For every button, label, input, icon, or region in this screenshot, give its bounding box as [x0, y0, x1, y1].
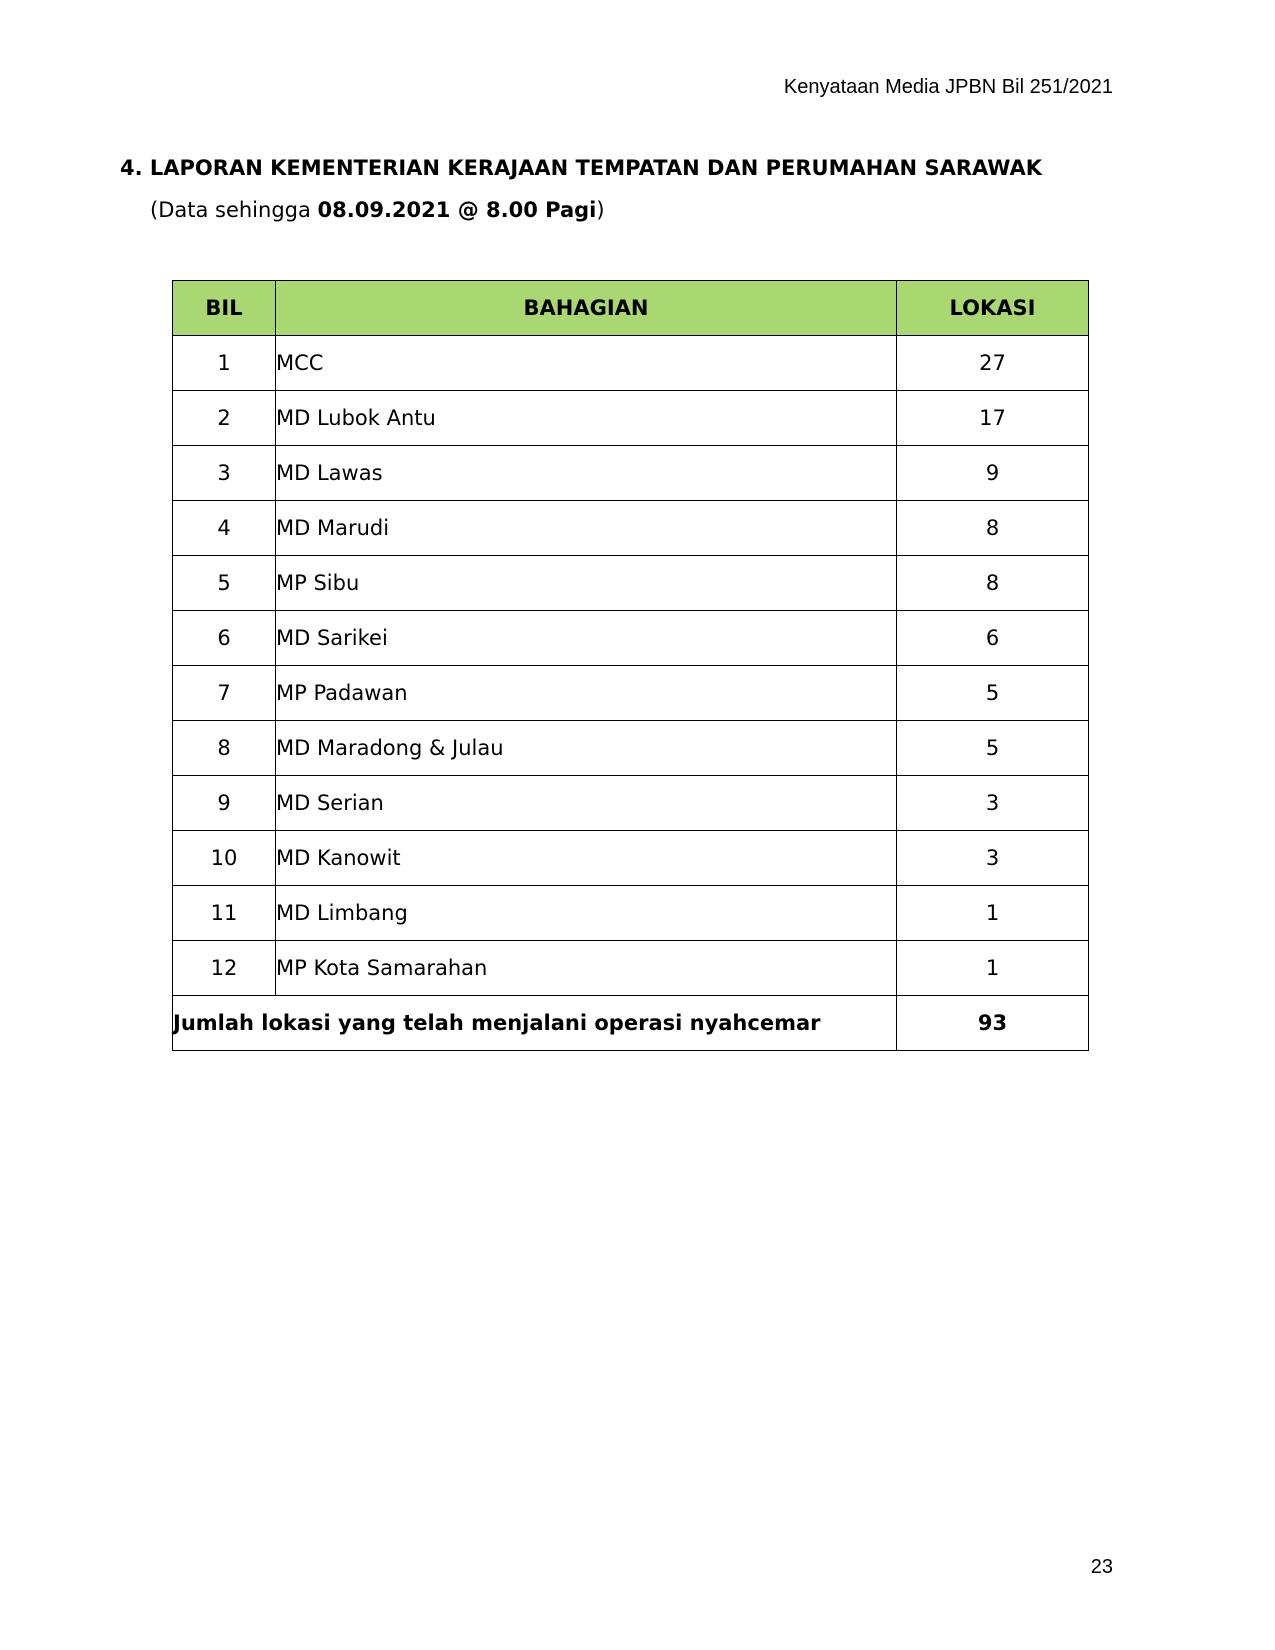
cell-lokasi: 1	[897, 886, 1089, 941]
note-date: 08.09.2021 @ 8.00 Pagi	[317, 198, 597, 222]
location-report-table	[172, 280, 1089, 1051]
cell-bil: 2	[173, 391, 276, 446]
cell-bahagian: MP Kota Samarahan	[276, 941, 897, 996]
cell-bahagian: MD Marudi	[276, 501, 897, 556]
table-row	[173, 831, 1089, 886]
table-row	[173, 391, 1089, 446]
table-row	[173, 501, 1089, 556]
cell-bahagian: MD Maradong & Julau	[276, 721, 897, 776]
cell-lokasi: 9	[897, 446, 1089, 501]
cell-lokasi: 8	[897, 501, 1089, 556]
header-lokasi: LOKASI	[897, 281, 1089, 336]
table-row	[173, 556, 1089, 611]
cell-lokasi: 3	[897, 776, 1089, 831]
cell-lokasi: 5	[897, 666, 1089, 721]
table-row	[173, 776, 1089, 831]
cell-bil: 3	[173, 446, 276, 501]
cell-bil: 10	[173, 831, 276, 886]
cell-bil: 5	[173, 556, 276, 611]
table-row	[173, 721, 1089, 776]
cell-bil: 1	[173, 336, 276, 391]
cell-bahagian: MP Padawan	[276, 666, 897, 721]
table-row	[173, 446, 1089, 501]
section-title: 4. LAPORAN KEMENTERIAN KERAJAAN TEMPATAN DAN PERUMAHAN SARAWAK	[120, 156, 1043, 180]
cell-bahagian: MP Sibu	[276, 556, 897, 611]
cell-bil: 8	[173, 721, 276, 776]
table-total-row	[173, 996, 1089, 1051]
cell-lokasi: 27	[897, 336, 1089, 391]
cell-bahagian: MD Sarikei	[276, 611, 897, 666]
cell-lokasi: 17	[897, 391, 1089, 446]
table-row	[173, 666, 1089, 721]
total-value: 93	[897, 996, 1089, 1051]
cell-bahagian: MD Lawas	[276, 446, 897, 501]
cell-bahagian: MD Kanowit	[276, 831, 897, 886]
cell-lokasi: 8	[897, 556, 1089, 611]
table-row	[173, 941, 1089, 996]
cell-bahagian: MD Serian	[276, 776, 897, 831]
cell-bahagian: MCC	[276, 336, 897, 391]
cell-bahagian: MD Limbang	[276, 886, 897, 941]
header-bil: BIL	[173, 281, 276, 336]
page-number: 23	[1090, 1556, 1113, 1578]
cell-lokasi: 6	[897, 611, 1089, 666]
cell-bil: 6	[173, 611, 276, 666]
cell-bahagian: MD Lubok Antu	[276, 391, 897, 446]
cell-bil: 7	[173, 666, 276, 721]
table-row	[173, 611, 1089, 666]
table-header-row	[173, 281, 1089, 336]
table-row	[173, 886, 1089, 941]
note-suffix: )	[596, 198, 605, 222]
table-row	[173, 336, 1089, 391]
header-bahagian: BAHAGIAN	[276, 281, 897, 336]
cell-bil: 9	[173, 776, 276, 831]
total-label: Jumlah lokasi yang telah menjalani operasi nyahcemar	[173, 996, 897, 1051]
data-as-of-note	[150, 198, 605, 222]
cell-bil: 4	[173, 501, 276, 556]
cell-lokasi: 5	[897, 721, 1089, 776]
table-body	[173, 336, 1089, 1051]
note-prefix: (Data sehingga	[150, 198, 318, 222]
document-reference: Kenyataan Media JPBN Bil 251/2021	[783, 76, 1113, 98]
cell-bil: 11	[173, 886, 276, 941]
cell-lokasi: 1	[897, 941, 1089, 996]
cell-lokasi: 3	[897, 831, 1089, 886]
cell-bil: 12	[173, 941, 276, 996]
